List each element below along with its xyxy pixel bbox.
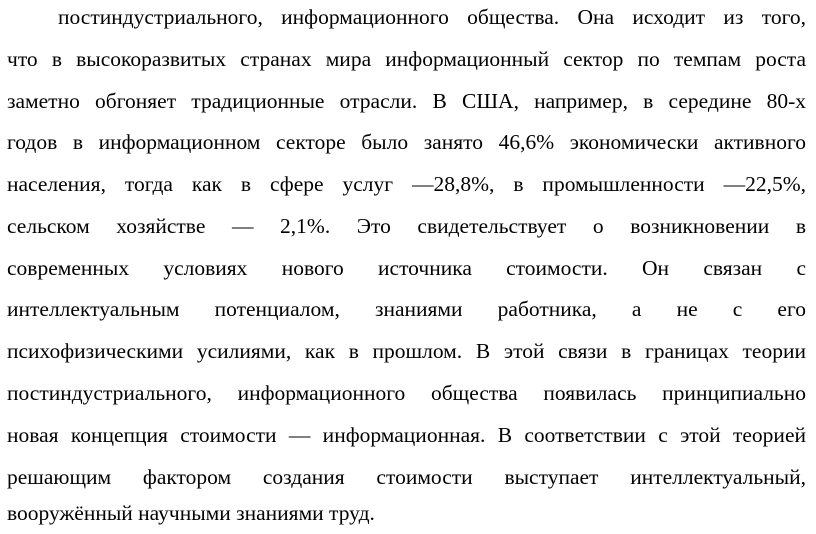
paragraph-line-6: сельском хозяйстве — 2,1%. Это свидетельствует о возникновении в <box>7 214 806 238</box>
paragraph-line-8: интеллектуальным потенциалом, знаниями работника, а не с его <box>7 297 806 321</box>
paragraph-line-11: новая концепция стоимости — информационная. В соответствии с этой теорией <box>7 423 806 447</box>
paragraph-line-7: современных условиях нового источника стоимости. Он связан с <box>7 256 806 280</box>
paragraph-line-4: годов в информационном секторе было занято 46,6% экономически активного <box>7 130 806 154</box>
paragraph-line-10: постиндустриального, информационного общества появилась принципиально <box>7 381 806 405</box>
paragraph-line-3: заметно обгоняет традиционные отрасли. В США, например, в середине 80-х <box>7 89 806 113</box>
paragraph-line-12: решающим фактором создания стоимости выступает интеллектуальный, <box>7 465 806 489</box>
paragraph-line-13: вооружённый научными знаниями труд. <box>7 501 375 525</box>
paragraph-line-5: населения, тогда как в сфере услуг —28,8%, в промышленности —22,5%, <box>7 172 806 196</box>
paragraph-line-1: постиндустриального, информационного общества. Она исходит из того, <box>58 5 806 29</box>
paragraph-line-9: психофизическими усилиями, как в прошлом. В этой связи в границах теории <box>7 339 806 363</box>
paragraph-line-2: что в высокоразвитых странах мира информационный сектор по темпам роста <box>7 47 806 71</box>
